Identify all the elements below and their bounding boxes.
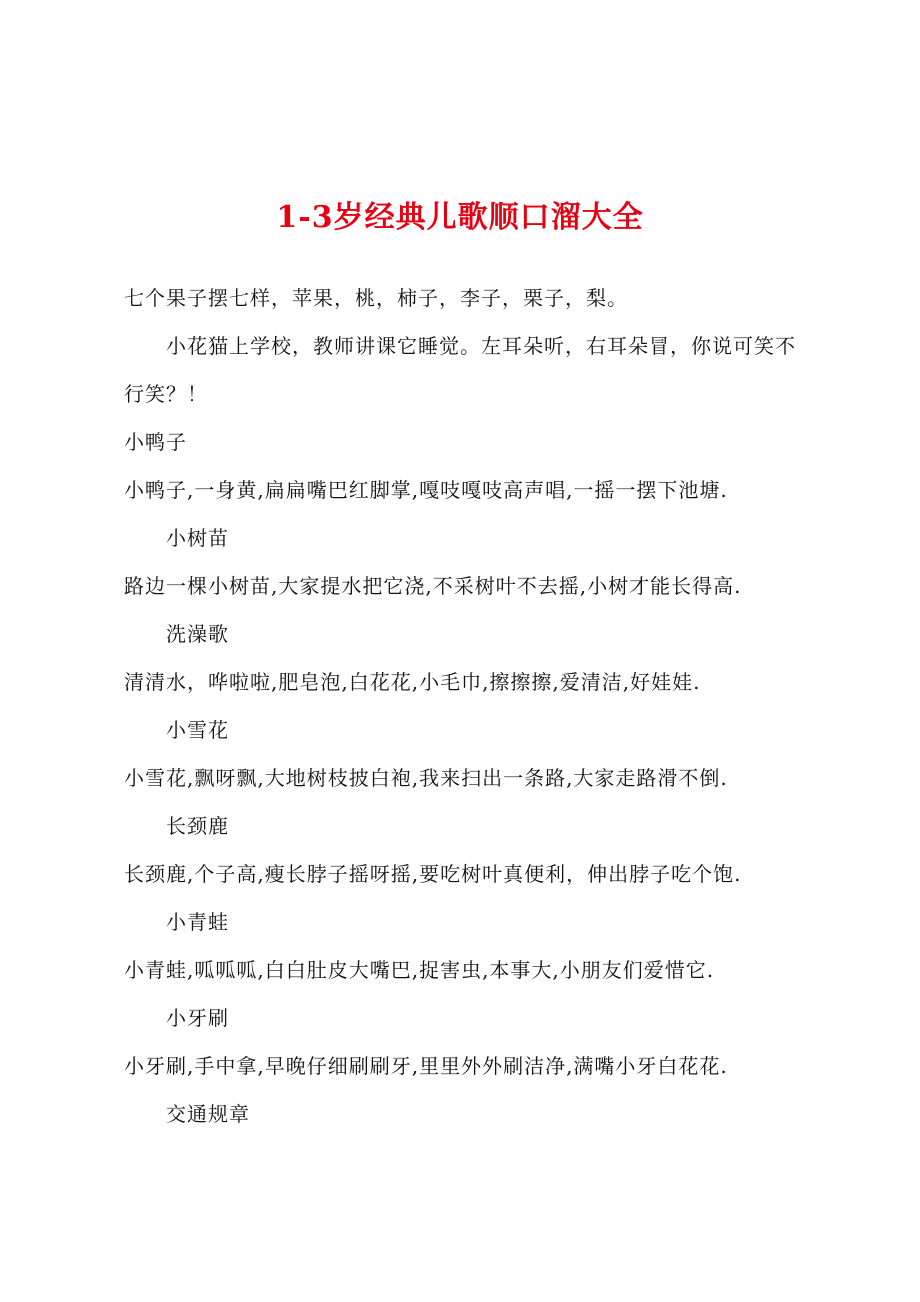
text-line: 小牙刷,手中拿,早晚仔细刷刷牙,里里外外刷洁净,满嘴小牙白花花. [124, 1054, 728, 1078]
section-heading: 小树苗 [166, 526, 229, 550]
text-line: 行笑？！ [124, 382, 208, 406]
section-heading: 小鸭子 [124, 430, 187, 454]
text-line: 小青蛙,呱呱呱,白白肚皮大嘴巴,捉害虫,本事大,小朋友们爱惜它. [124, 958, 715, 982]
text-line: 小雪花,飘呀飘,大地树枝披白袍,我来扫出一条路,大家走路滑不倒. [124, 766, 728, 790]
section-heading: 长颈鹿 [166, 814, 229, 838]
text-line: 路边一棵小树苗,大家提水把它浇,不采树叶不去摇,小树才能长得高. [124, 574, 742, 598]
text-line: 清清水，哗啦啦,肥皂泡,白花花,小毛巾,擦擦擦,爱清洁,好娃娃. [124, 670, 701, 694]
section-heading: 交通规章 [166, 1102, 250, 1126]
text-line: 长颈鹿,个子高,瘦长脖子摇呀摇,要吃树叶真便利，伸出脖子吃个饱. [124, 862, 742, 886]
section-heading: 小青蛙 [166, 910, 229, 934]
section-heading: 洗澡歌 [166, 622, 229, 646]
text-line: 小鸭子,一身黄,扁扁嘴巴红脚掌,嘎吱嘎吱高声唱,一摇一摆下池塘. [124, 478, 728, 502]
section-heading: 小牙刷 [166, 1006, 229, 1030]
text-line: 七个果子摆七样，苹果，桃，柿子，李子，栗子，梨。 [124, 286, 628, 310]
document-title: 1-3岁经典儿歌顺口溜大全 [276, 200, 644, 235]
text-line: 小花猫上学校，教师讲课它睡觉。左耳朵听，右耳朵冒，你说可笑不 [166, 334, 796, 358]
section-heading: 小雪花 [166, 718, 229, 742]
